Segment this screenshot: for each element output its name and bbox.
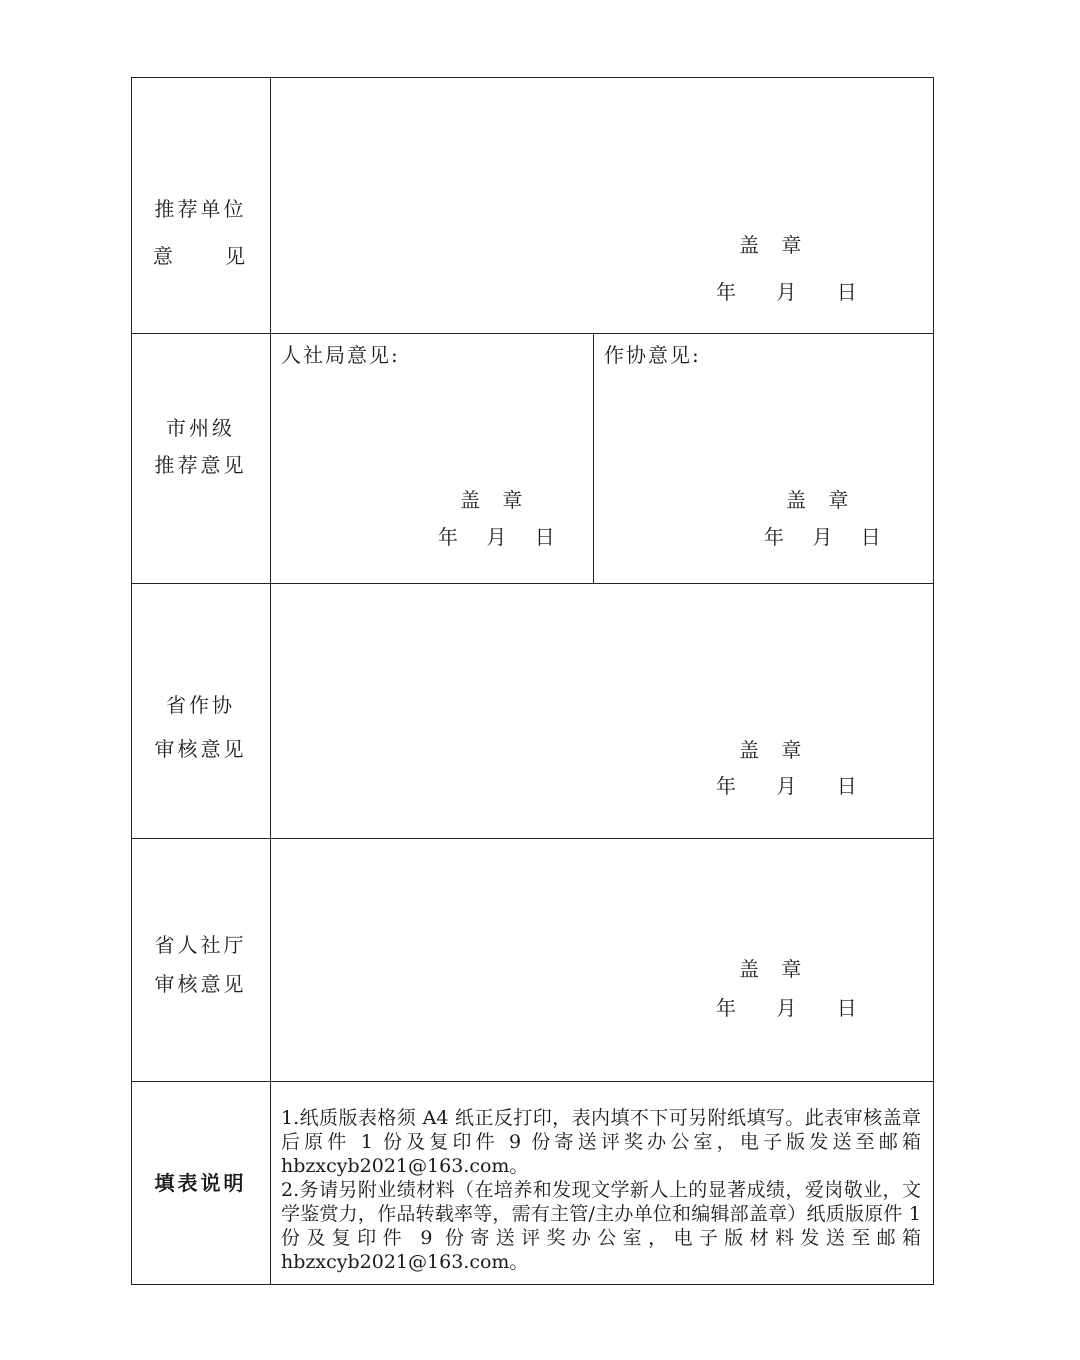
- provincial-writers-assoc-seal-text: 盖 章: [739, 738, 804, 762]
- row-divider-1: [131, 333, 934, 334]
- provincial-writers-assoc-label-line2: 审核意见: [154, 737, 247, 761]
- city-level-split-divider: [593, 333, 594, 584]
- row-divider-2: [131, 583, 934, 584]
- instruction-item-1: 1.纸质版表格须 A4 纸正反打印，表内填不下可另附纸填写。此表审核盖章后原件 1 份及复印件 9 份寄送评奖办公室，电子版发送至邮箱 hbzxcyb2021@163.com。: [281, 1107, 921, 1177]
- provincial-hr-dept-seal-text: 盖 章: [739, 957, 804, 981]
- writers-assoc-seal-text: 盖 章: [786, 488, 851, 512]
- recommending-unit-date-text: 年 月 日: [716, 280, 859, 304]
- city-level-label-line1: 市州级: [166, 416, 235, 440]
- provincial-writers-assoc-label-line1: 省作协: [166, 693, 235, 717]
- provincial-hr-dept-label-line2: 审核意见: [154, 972, 247, 996]
- label-column-divider: [270, 77, 271, 1285]
- hr-bureau-date-text: 年 月 日: [438, 525, 557, 549]
- recommending-unit-seal-text: 盖 章: [739, 233, 804, 257]
- recommending-unit-label-line1: 推荐单位: [154, 197, 247, 221]
- row-divider-4: [131, 1081, 934, 1082]
- instructions-notes: [281, 1106, 921, 1274]
- row-divider-3: [131, 838, 934, 839]
- table-border-right: [933, 77, 934, 1285]
- approval-form-table: [131, 77, 934, 1285]
- provincial-hr-dept-label-line1: 省人社厅: [154, 933, 247, 957]
- writers-assoc-opinion-title: 作协意见:: [604, 343, 701, 367]
- hr-bureau-seal-text: 盖 章: [460, 488, 525, 512]
- instructions-label: 填表说明: [154, 1171, 247, 1195]
- provincial-hr-dept-date-text: 年 月 日: [716, 996, 859, 1020]
- instruction-item-2: 2.务请另附业绩材料（在培养和发现文学新人上的显著成绩，爱岗敬业，文学鉴赏力，作品转载率等，需有主管/主办单位和编辑部盖章）纸质版原件 1 份及复印件 9 份寄送评奖办公室，电子版材料发送至邮箱 hbzxcyb2021@163.com。: [281, 1179, 921, 1273]
- hr-bureau-opinion-title: 人社局意见:: [281, 343, 400, 367]
- table-border-top: [131, 77, 934, 78]
- recommending-unit-label-line2: 意 见: [152, 244, 249, 268]
- writers-assoc-date-text: 年 月 日: [764, 525, 883, 549]
- provincial-writers-assoc-date-text: 年 月 日: [716, 774, 859, 798]
- city-level-label-line2: 推荐意见: [154, 453, 247, 477]
- table-border-bottom: [131, 1284, 934, 1285]
